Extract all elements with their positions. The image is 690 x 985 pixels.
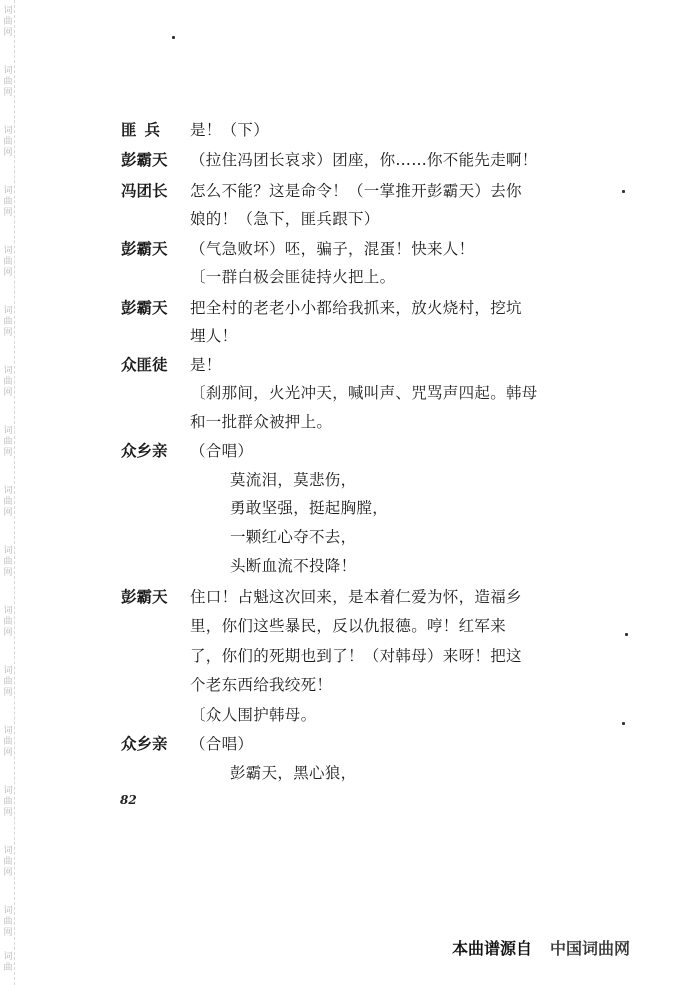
speck: [172, 36, 175, 39]
watermark-group: 词 曲 网: [3, 426, 13, 458]
dialogue-line: 怎么不能？这是命令！（一掌推开彭霸天）去你: [190, 182, 522, 200]
dialogue-line: 里，你们这些暴民，反以仇报德。哼！红军来: [190, 617, 507, 635]
stage-direction: 〔众人围护韩母。: [190, 706, 317, 724]
verse-line: 勇敢坚强，挺起胸膛，: [230, 499, 389, 517]
dialogue-line: 了，你们的死期也到了！（对韩母）来呀！把这: [190, 647, 522, 665]
watermark-group: 词 曲 网: [3, 126, 13, 158]
speck: [625, 633, 628, 636]
watermark-group: 词 曲 网: [3, 366, 13, 398]
dialogue-line: 娘的！（急下，匪兵跟下）: [190, 210, 380, 228]
watermark-group: 词 曲 网: [3, 666, 13, 698]
verse-line: 莫流泪，莫悲伤，: [230, 471, 357, 489]
page-number: 82: [120, 793, 137, 807]
verse-line: 头断血流不投降！: [230, 557, 357, 575]
watermark-group: 词 曲 网: [3, 906, 13, 938]
speaker-label: 众乡亲: [121, 734, 168, 753]
verse-line: 彭霸天，黑心狼，: [230, 764, 357, 782]
speck: [622, 190, 625, 193]
stage-direction: 〔刹那间，火光冲天，喊叫声、咒骂声四起。韩母: [190, 384, 538, 402]
stage-direction: 和一批群众被押上。: [190, 413, 333, 431]
dialogue-line: 住口！占魁这次回来，是本着仁爱为怀，造福乡: [190, 588, 522, 606]
speaker-label: 冯团长: [121, 181, 168, 200]
watermark-group: 词 曲 网: [3, 246, 13, 278]
speaker-label: 彭霸天: [121, 587, 168, 606]
dialogue-line: 是！: [190, 356, 222, 374]
watermark-group: 词 曲 网: [3, 546, 13, 578]
stage-direction: 〔一群白极会匪徒持火把上。: [190, 268, 396, 286]
watermark-group: 词 曲 网: [3, 6, 13, 38]
watermark-group: 词 曲 网: [3, 486, 13, 518]
side-watermark: [0, 0, 15, 985]
dialogue-line: （合唱）: [190, 735, 254, 753]
dialogue-line: 埋人！: [190, 327, 238, 345]
footer-site-name: 中国词曲网: [550, 939, 631, 958]
watermark-group: 词 曲 网: [3, 786, 13, 818]
speaker-label: 匪兵: [121, 120, 169, 139]
speaker-label: 彭霸天: [121, 239, 168, 258]
speaker-label: 众乡亲: [121, 441, 168, 460]
watermark-group: 词 曲 网: [3, 306, 13, 338]
footer-source-label: 本曲谱源自: [452, 939, 533, 958]
speaker-label: 彭霸天: [121, 150, 168, 169]
watermark-group: 词 曲 网: [3, 186, 13, 218]
watermark-group: 词 曲 网: [3, 606, 13, 638]
watermark-group: 词 曲 网: [3, 726, 13, 758]
speck: [622, 722, 625, 725]
dialogue-line: （合唱）: [190, 442, 254, 460]
dialogue-line: 是！（下）: [190, 121, 270, 139]
dialogue-line: 把全村的老老小小都给我抓来，放火烧村，挖坑: [190, 299, 522, 317]
speaker-label: 众匪徒: [121, 355, 168, 374]
watermark-group: 词 曲 网: [3, 846, 13, 878]
verse-line: 一颗红心夺不去，: [230, 528, 357, 546]
watermark-group: 词 曲 网: [3, 66, 13, 98]
watermark-group: 词 曲: [3, 952, 13, 973]
dialogue-line: 个老东西给我绞死！: [190, 676, 333, 694]
dialogue-line: （拉住冯团长哀求）团座，你……你不能先走啊！: [190, 151, 538, 169]
dialogue-line: （气急败坏）呸，骗子，混蛋！快来人！: [190, 240, 475, 258]
speaker-label: 彭霸天: [121, 298, 168, 317]
source-footer: [452, 936, 630, 959]
